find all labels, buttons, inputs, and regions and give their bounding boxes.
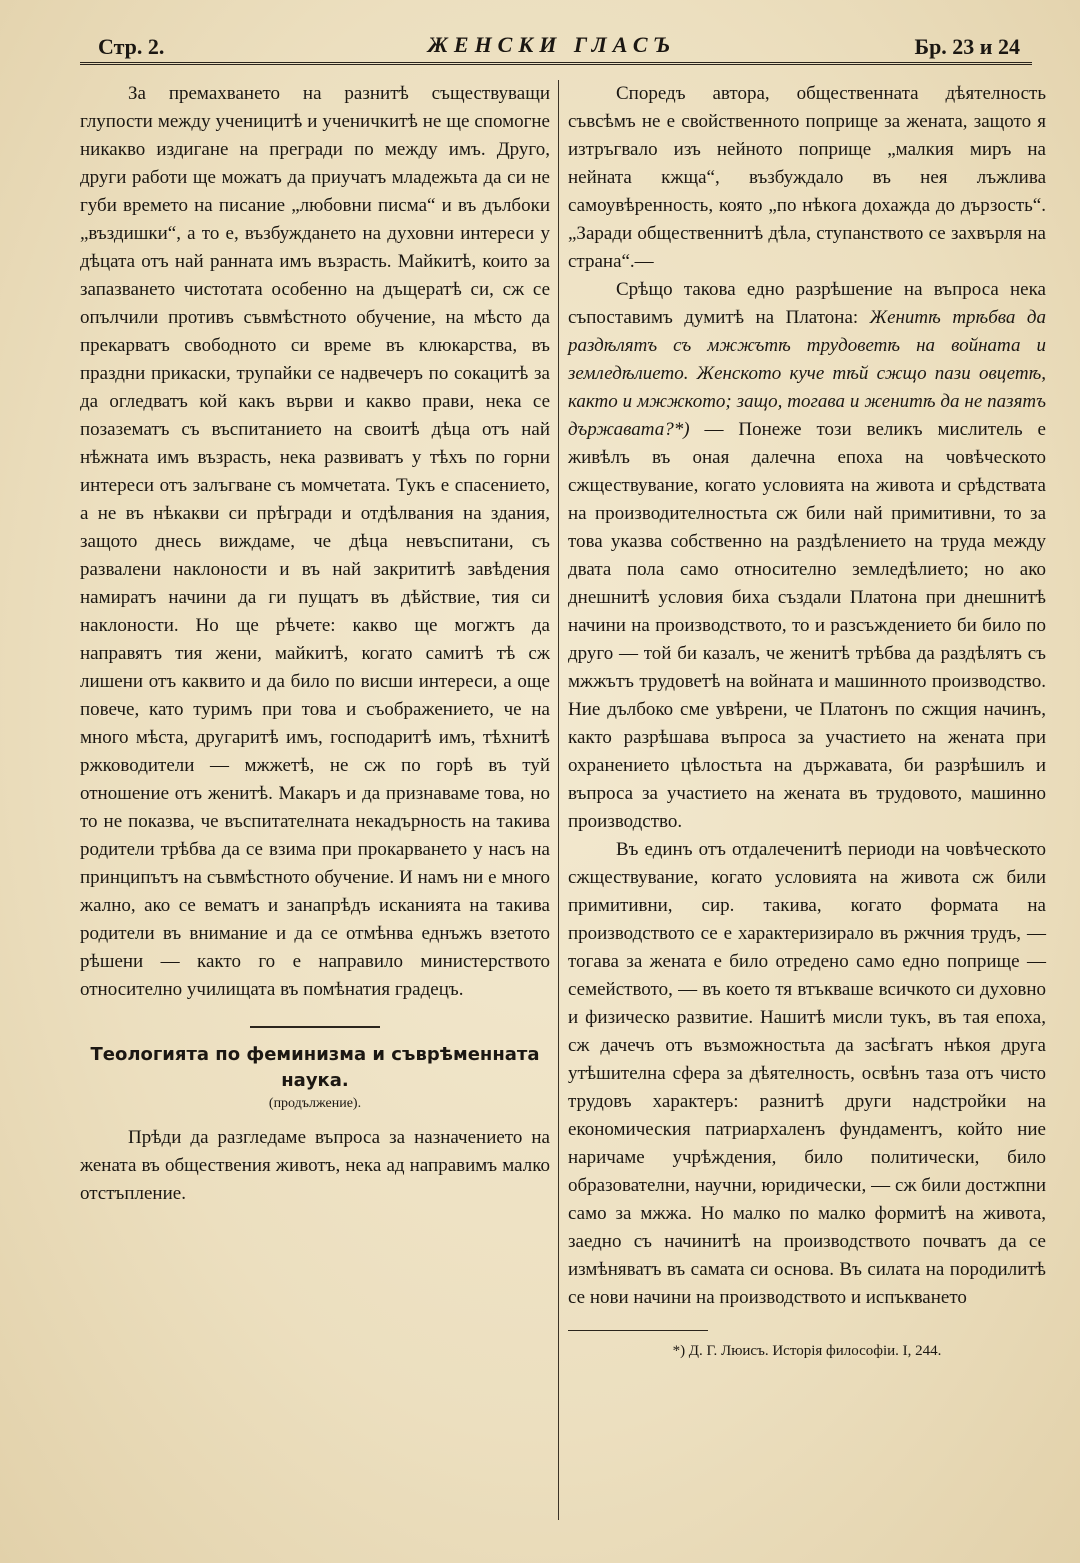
newspaper-title: ЖЕНСКИ ГЛАСЪ [427,32,677,57]
right-column [568,80,1046,1361]
left-paragraph-1: За премахването на разнитѣ съществуващи глупости между ученицитѣ и ученичкитѣ не ще спомогне никакво издигане на прегради по между имъ. Друго, други работи ще можатъ да приучатъ младежьта да си не губи времето на писание „любовни писма“ и въ дълбоки „въздишки“, а то е, възбуждането на духовни интереси у дѣцата отъ най ранната имъ възрасть. Майкитѣ, които за запазването чистотата особенно на дъщератѣ си, сж се опълчили противъ съвмѣстното обучение, на мѣсто да прекарватъ свободното си време въ клюкарства, въ праздни прикаски, трупайки се надвечеръ по сокацитѣ за да огледватъ кой какъ върви и какво прави, нека се позазематъ съ въспитанието на своитѣ дѣца отъ най нѣжната имъ възрасть, нека развиватъ у тѣхъ по горни интереси отъ залъгване съ момчетата. Тукъ е спасението, а не въ нѣкакви си прѣгради и отдѣлвания на здания, защото днесь виждаме, че дѣца невъспитани, съ развалени наклоности и въ най закрититѣ завѣдения намиратъ начини да ги пущатъ въ дѣйствие, тия си наклоности. Но ще рѣчете: какво ще могжтъ да направятъ тия жени, майкитѣ, когато самитѣ тѣ сж лишени отъ каквито и да било по висши интереси, а още повече, като туримъ при това и съображението, че на много мѣста, другаритѣ имъ, господаритѣ имъ, тѣхнитѣ ржководители — мжжетѣ, не сж по горѣ въ туй отношение отъ женитѣ. Макаръ и да признаваме това, но то не показва, че въспитателната некадърность на такива родители трѣбва да се взима при прокарването у насъ на принципътъ на съвмѣстното обучение. И намъ ни е много жално, ако се вематъ и занапрѣдъ исканията на такива родители въ внимание и да се отмѣнва еднъжъ взетото рѣшени — както го е направило министерството относително училищата въ помѣнатия градецъ. [80,83,550,1000]
left-paragraph-2: Прѣди да разгледаме въпроса за назначението на жената въ обществения животъ, нека ад направимъ малко отстъпление. [80,1127,550,1204]
section-divider [250,1026,380,1028]
page-header [84,30,1020,62]
right-paragraph-2-start: Срѣщо такова едно разрѣшение на въпроса нека съпоставимъ думитѣ на Платона: [568,279,1046,328]
page-number: Стр. 2. [98,34,165,59]
column-divider [558,80,559,1520]
right-paragraph-3: Въ единъ отъ отдалеченитѣ периоди на човѣческото сжществувание, когато условията на живота сж били примитивни, сир. такива, когато формата на производството се е характеризирало въ ржчния трудъ, — тогава за жената е било отредено само едно поприще — семейството, — въ което тя втъкваше всичкото си духовно и физическо развитие. Нашитѣ мисли тукъ, въ тая епоха, сж дачечъ отъ възможностьта да засѣгатъ нѣкоя друга утѣшителна сфера за дѣятелность, освѣнъ таза отъ чисто трудовъ характеръ: разнитѣ други надстройки на економическия патриархаленъ фундаментъ, който ние наричаме учрѣждения, било политически, било образователни, научни, юридически, — сж били достжпни само за мжжа. Но малко по малко формитѣ на живота, заедно съ начинитѣ на производството почватъ да се измѣняватъ въ самата си основа. Въ силата на породилитѣ се нови начини на производството и испъкването [568,839,1046,1308]
header-rule [80,62,1032,65]
footnote-rule [568,1330,708,1331]
left-column [80,80,550,1208]
footnote: *) Д. Г. Люисъ. Исторія философіи. I, 244. [672,1343,942,1359]
right-paragraph-2 [568,276,1046,836]
section-title: Теологията по феминизма и съврѣменната наука. [90,1044,540,1091]
section-subtitle: (продължение). [268,1096,362,1111]
right-paragraph-1: Споредъ автора, общественната дѣятелность съвсѣмъ не е свойственното поприще за жената, защото я изтръгвало изъ нейното поприще „малкия миръ на нейната кжща“, възбуждало въ нея лъжлива самоувѣренность, която „по нѣкога дохажда до дързость“. „Заради общественнитѣ дѣла, ступанството се захвърля на страна“.— [568,83,1046,272]
issue-number: Бр. 23 и 24 [914,34,1020,59]
plato-quote: Женитѣ трѣбва да раздѣлятъ съ мжжътѣ трудоветѣ на войната и земледѣлието. Женското куче тѣй сжщо пази овцетѣ, както и мжжкото; защо, тогава и женитѣ да не пазятъ държавата?*) [568,307,1046,440]
right-paragraph-2-end: — Понеже този великъ мислитель е живѣлъ въ оная далечна епоха на човѣческото сжществувание, когато условията на живота и срѣдствата на производителностьта сж били най примитивни, то за това указва собственно на раздѣлението на труда между двата пола само относително земледѣлието; но ако днешнитѣ условия биха създали Платона при днешнитѣ начини на производството, то и разсъждението би било по друго — той би казалъ, че женитѣ трѣбва да раздѣлятъ съ мжжътъ трудоветѣ на войната и машинното производство. Ние дълбоко сме увѣрени, че Платонъ по сжщия начинъ, както разрѣшава въпроса за участието на жената при охранението цѣлостьта на държавата, би разрѣшилъ и въпроса за участието на жената въ трудовото, машинно производство. [568,419,1046,832]
